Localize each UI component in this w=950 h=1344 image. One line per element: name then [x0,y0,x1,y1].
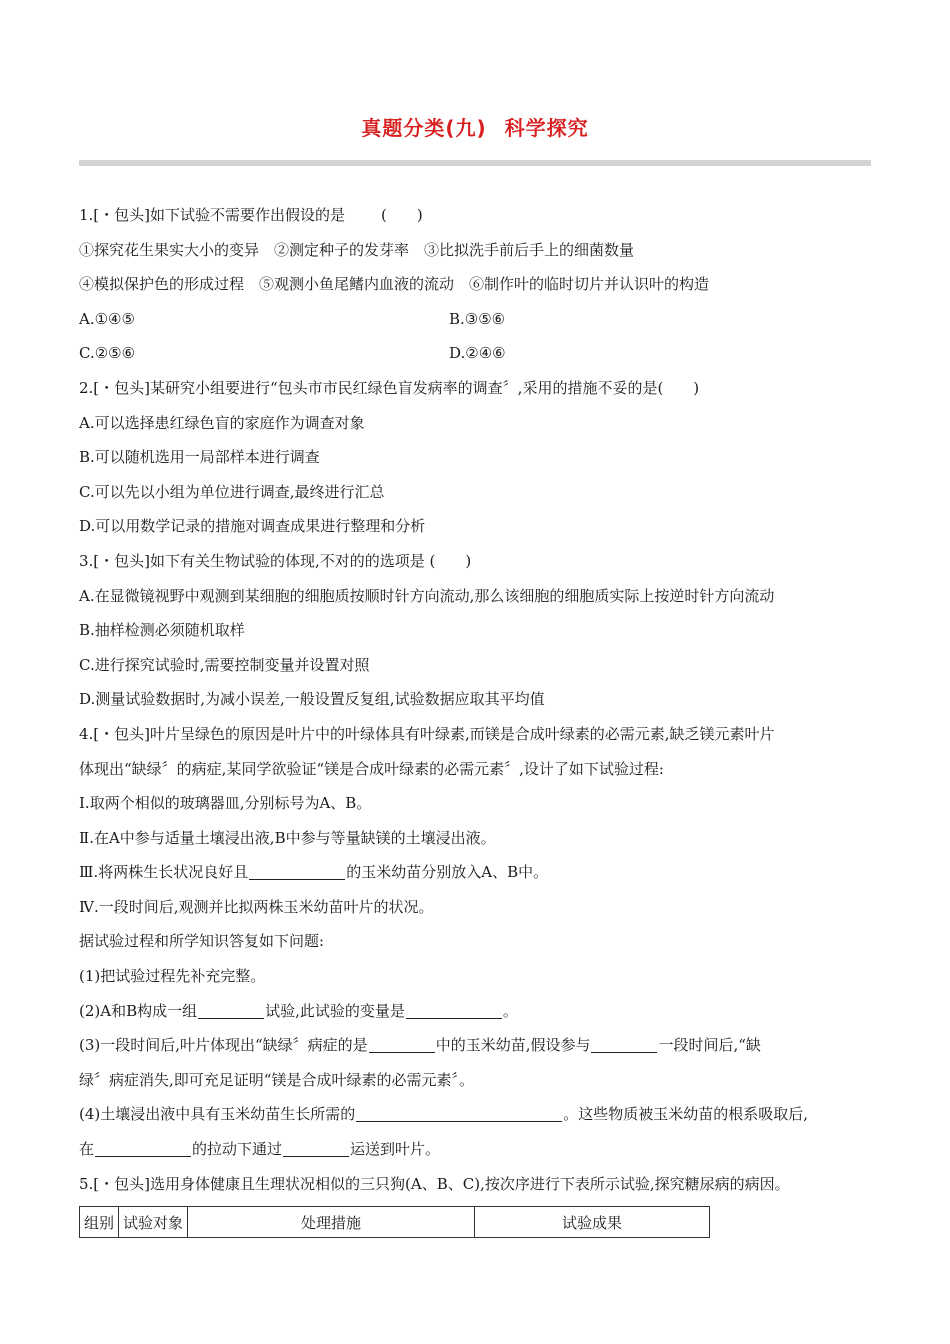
answer-blank[interactable] [406,1000,502,1019]
subquestion-3-line2: 绿〞病症消失,即可充足证明“镁是合成叶绿素的必需元素〞。 [79,1070,474,1089]
step-4: Ⅳ.一段时间后,观测并比拟两株玉米幼苗叶片的状况。 [79,897,434,916]
step-1: Ⅰ.取两个相似的玻璃器皿,分别标号为A、B。 [79,794,372,813]
question-list [79,198,879,1201]
option-b: B.可以随机选用一局部样本进行调查 [79,448,320,467]
option-c: C.可以先以小组为单位进行调查,最终进行汇总 [79,482,385,501]
question-4-stem-line2: 体现出“缺绿〞的病症,某同学欲验证“镁是合成叶绿素的必需元素〞,设计了如下试验过程: [79,759,664,778]
table-header-cell: 试验对象 [119,1207,188,1238]
option-a: A.可以选择患红绿色盲的家庭作为调查对象 [79,413,365,432]
table-header-row [80,1207,710,1238]
answer-blank[interactable] [591,1034,657,1053]
answer-blank[interactable] [369,1034,435,1053]
question-4-intro: 据试验过程和所学知识答复如下问题: [79,932,325,951]
subquestion-4-line1: (4)土壤浸出液中具有玉米幼苗生长所需的 。这些物质被玉米幼苗的根系吸取后, [79,1105,809,1124]
option-d: D.可以用数学记录的措施对调查成果进行整理和分析 [79,517,426,536]
question-5-stem: 5.[・包头]选用身体健康且生理状况相似的三只狗(A、B、C),按次序进行下表所示试验,探究糖尿病的病因。 [79,1174,790,1193]
option-c: C.②⑤⑥ [79,344,136,363]
option-a: A.在显微镜视野中观测到某细胞的细胞质按顺时针方向流动,那么该细胞的细胞质实际上按逆时针方向流动 [79,586,775,605]
table-header-cell: 试验成果 [475,1207,710,1238]
answer-blank[interactable] [283,1138,349,1157]
option-b: B.③⑤⑥ [449,309,506,328]
option-a: A.①④⑤ [79,309,135,328]
step-2: Ⅱ.在A中参与适量土壤浸出液,B中参与等量缺镁的土壤浸出液。 [79,828,496,847]
option-d: D.②④⑥ [449,344,506,363]
title-divider [79,160,871,166]
answer-blank[interactable] [249,861,345,880]
answer-blank[interactable] [198,1000,264,1019]
subquestion-4-line2: 在 的拉动下通过 运送到叶片。 [79,1140,441,1159]
question-1-items-line2: ④模拟保护色的形成过程 ⑤观测小鱼尾鳍内血液的流动 ⑥制作叶的临时切片并认识叶的构造 [79,275,710,294]
question-3-stem: 3.[・包头]如下有关生物试验的体现,不对的的选项是 ( ) [79,551,472,570]
option-b: B.抽样检测必须随机取样 [79,621,245,640]
table-header-cell: 组别 [80,1207,119,1238]
question-1-stem: 1.[・包头]如下试验不需要作出假设的是 ( ) [79,206,423,224]
subquestion-2: (2)A和B构成一组 试验,此试验的变量是 。 [79,1001,518,1020]
question-2-stem: 2.[・包头]某研究小组要进行“包头市市民红绿色盲发病率的调查〞,采用的措施不妥的是( ) [79,378,700,397]
subquestion-3-line1: (3)一段时间后,叶片体现出“缺绿〞病症的是 中的玉米幼苗,假设参与 一段时间后,“缺 [79,1036,761,1055]
question-1-items-line1: ①探究花生果实大小的变异 ②测定种子的发芽率 ③比拟洗手前后手上的细菌数量 [79,240,635,259]
question-1-options-cd [79,336,879,371]
answer-blank[interactable] [95,1138,191,1157]
page-title: 真题分类(九) 科学探究 [361,116,589,140]
answer-blank[interactable] [356,1103,562,1122]
question-1-options-ab [79,302,879,337]
question-4-stem-line1: 4.[・包头]叶片呈绿色的原因是叶片中的叶绿体具有叶绿素,而镁是合成叶绿素的必需元素,缺乏镁元素叶片 [79,724,775,743]
subquestion-1: (1)把试验过程先补充完整。 [79,967,266,986]
table-header-cell: 处理措施 [188,1207,475,1238]
option-d: D.测量试验数据时,为减小误差,一般设置反复组,试验数据应取其平均值 [79,690,545,709]
step-3: Ⅲ.将两株生长状况良好且 的玉米幼苗分别放入A、B中。 [79,863,549,882]
option-c: C.进行探究试验时,需要控制变量并设置对照 [79,655,370,674]
experiment-table [79,1206,710,1238]
